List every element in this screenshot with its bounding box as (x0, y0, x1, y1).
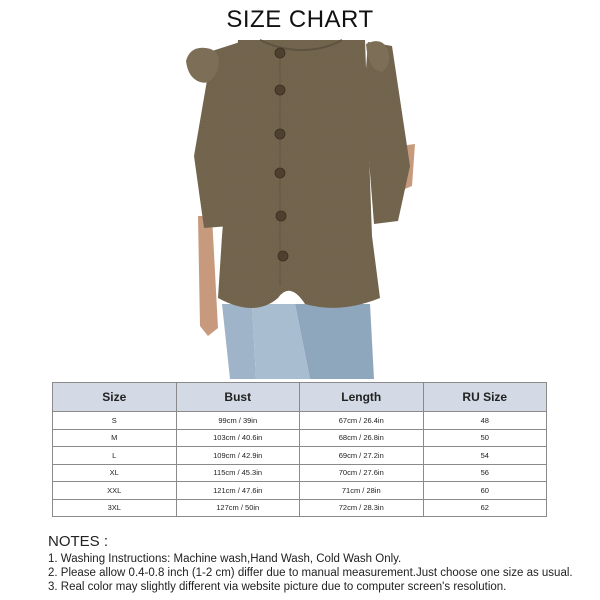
size-chart-table (52, 382, 547, 517)
header-ru-size: RU Size (423, 383, 547, 412)
cell-bust: 109cm / 42.9in (176, 447, 300, 465)
note-item: 3. Real color may slightly different via website picture due to computer screen's resolution. (48, 580, 507, 593)
header-size: Size (53, 383, 177, 412)
cell-bust: 103cm / 40.6in (176, 429, 300, 447)
cell-length: 67cm / 26.4in (300, 412, 424, 430)
cell-length: 68cm / 26.8in (300, 429, 424, 447)
cell-length: 72cm / 28.3in (300, 499, 424, 517)
table-row (53, 447, 547, 465)
right-sleeve (364, 42, 410, 224)
cell-ru-size: 48 (423, 412, 547, 430)
cell-size: XXL (53, 482, 177, 500)
page-title: SIZE CHART (226, 6, 374, 33)
cell-ru-size: 56 (423, 464, 547, 482)
cell-length: 70cm / 27.6in (300, 464, 424, 482)
table-row (53, 429, 547, 447)
cell-size: S (53, 412, 177, 430)
table-row (53, 482, 547, 500)
cell-length: 71cm / 28in (300, 482, 424, 500)
cell-bust: 115cm / 45.3in (176, 464, 300, 482)
cell-bust: 99cm / 39in (176, 412, 300, 430)
cell-size: M (53, 429, 177, 447)
cell-ru-size: 50 (423, 429, 547, 447)
cell-bust: 121cm / 47.6in (176, 482, 300, 500)
blouse-body (218, 40, 380, 308)
header-bust: Bust (176, 383, 300, 412)
note-item: 1. Washing Instructions: Machine wash,Hand Wash, Cold Wash Only. (48, 553, 402, 565)
cell-size: XL (53, 464, 177, 482)
cell-bust: 127cm / 50in (176, 499, 300, 517)
jeans-left-leg (222, 304, 256, 379)
table-row (53, 464, 547, 482)
notes-heading: NOTES : (48, 533, 109, 550)
notes-section (48, 533, 593, 594)
header-length: Length (300, 383, 424, 412)
table-header-row (53, 383, 547, 412)
blouse-back-illustration (160, 36, 440, 379)
cell-ru-size: 60 (423, 482, 547, 500)
table-row (53, 499, 547, 517)
cell-length: 69cm / 27.2in (300, 447, 424, 465)
cell-size: 3XL (53, 499, 177, 517)
cell-ru-size: 62 (423, 499, 547, 517)
note-item: 2. Please allow 0.4-0.8 inch (1-2 cm) differ due to manual measurement.Just choose one size as usual. (48, 566, 573, 579)
cell-ru-size: 54 (423, 447, 547, 465)
product-photo (160, 36, 440, 379)
left-forearm (198, 216, 218, 336)
table-row (53, 412, 547, 430)
cell-size: L (53, 447, 177, 465)
